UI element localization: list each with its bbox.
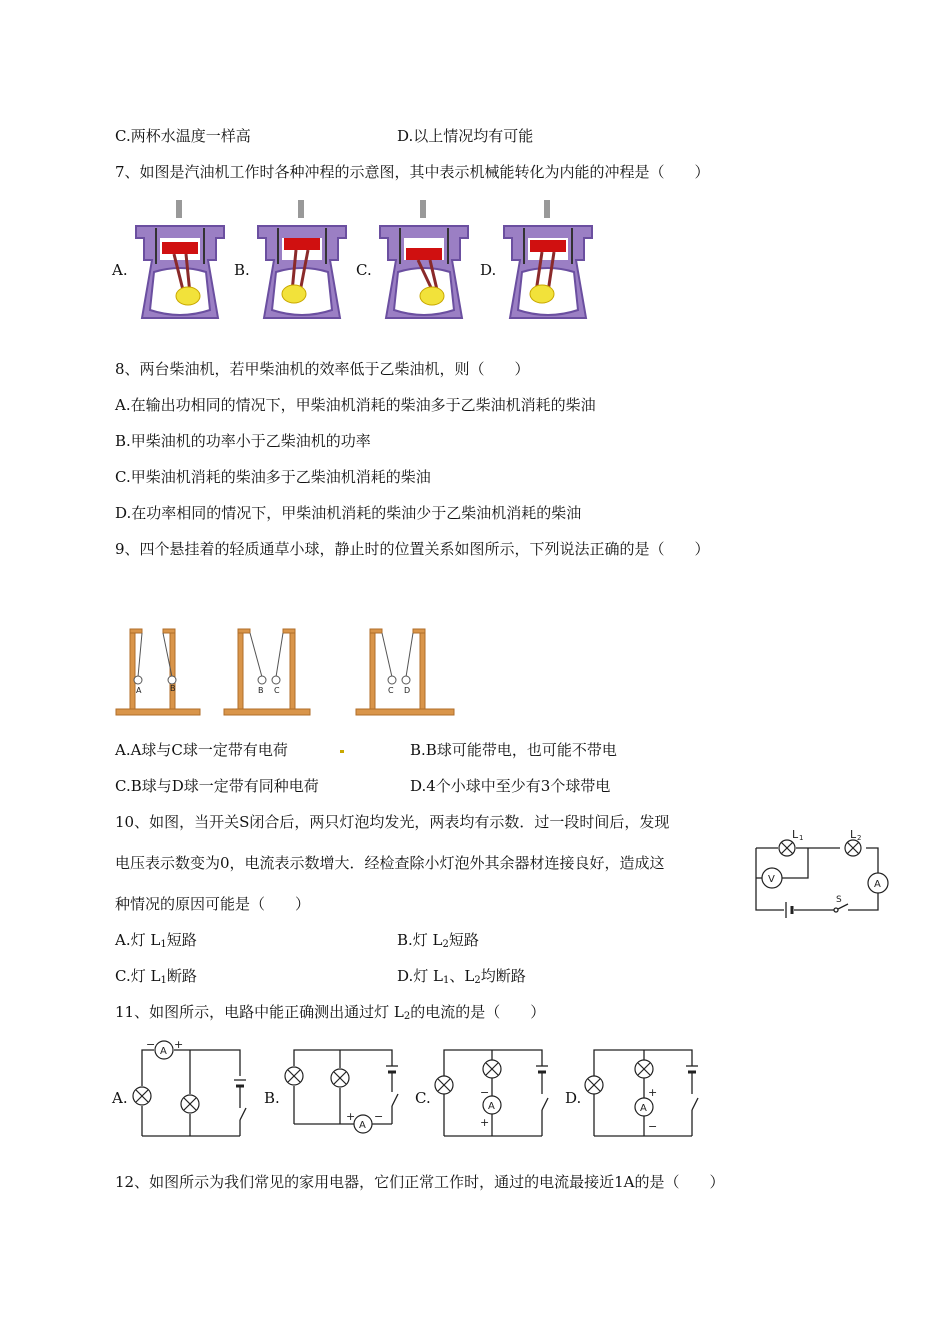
q10-stem-line2: 电压表示数变为0，电流表示数增大．经检查除小灯泡外其余器材连接良好，造成这 xyxy=(115,854,665,872)
engine-diagram-d xyxy=(498,198,598,324)
circuit-d xyxy=(584,1036,699,1140)
stray-mark xyxy=(340,750,344,753)
engine-diagram-c xyxy=(374,198,474,324)
q12-stem: 12、如图所示为我们常见的家用电器，它们正常工作时，通过的电流最接近1A的是（ ） xyxy=(115,1173,725,1191)
ammeter-a-minus: − xyxy=(146,1038,156,1051)
circuit-b xyxy=(284,1036,399,1140)
ammeter-d-label: A xyxy=(640,1103,647,1114)
ammeter-b-minus: − xyxy=(374,1110,384,1123)
q9-pith-balls-figure xyxy=(112,625,462,720)
ammeter-a-label: A xyxy=(160,1046,167,1057)
voltmeter-label: V xyxy=(768,874,775,885)
q9-option-b: B.B球可能带电，也可能不带电 xyxy=(410,741,617,759)
switch-label: S xyxy=(836,895,842,905)
q11-label-c: C. xyxy=(415,1089,431,1107)
q10-stem-line3: 种情况的原因可能是（ ） xyxy=(115,895,311,913)
q11-circuit-figures xyxy=(112,1036,712,1140)
ball-label-d: D xyxy=(404,686,411,695)
ball-label-b2: B xyxy=(258,686,264,695)
lamp-l2-label: L xyxy=(850,828,857,841)
q7-label-b: B. xyxy=(234,261,250,279)
q8-option-a: A.在输出功相同的情况下，甲柴油机消耗的柴油多于乙柴油机消耗的柴油 xyxy=(115,396,596,414)
ammeter-d-minus: − xyxy=(648,1120,658,1133)
ball-label-c2: C xyxy=(388,686,394,695)
q9-option-d: D.4个小球中至少有3个球带电 xyxy=(410,777,611,795)
circuit-c xyxy=(434,1036,549,1140)
q6-option-c: C.两杯水温度一样高 xyxy=(115,127,251,145)
q10-circuit-diagram xyxy=(748,826,898,922)
q9-option-c: C.B球与D球一定带有同种电荷 xyxy=(115,777,319,795)
q6-option-d: D.以上情况均有可能 xyxy=(397,127,534,145)
q7-engine-figures xyxy=(112,198,582,326)
q8-option-c: C.甲柴油机消耗的柴油多于乙柴油机消耗的柴油 xyxy=(115,468,431,486)
q11-label-a: A. xyxy=(112,1089,128,1107)
ammeter-a-plus: + xyxy=(174,1038,184,1051)
ammeter-c-label: A xyxy=(488,1101,495,1112)
q10-option-c: C.灯 $L_1$断路 xyxy=(115,967,197,986)
engine-diagram-b xyxy=(252,198,352,324)
ammeter-b-plus: + xyxy=(346,1110,356,1123)
q10-option-b: B.灯 $L_2$短路 xyxy=(397,931,479,950)
lamp-l1-sub: 1 xyxy=(799,834,804,842)
ammeter-d-plus: + xyxy=(648,1086,658,1099)
q11-stem: 11、如图所示，电路中能正确测出通过灯 $L_2$的电流的是（ ） xyxy=(115,1003,546,1022)
q7-label-c: C. xyxy=(356,261,372,279)
ball-label-b1: B xyxy=(170,684,176,693)
q7-stem: 7、如图是汽油机工作时各种冲程的示意图，其中表示机械能转化为内能的冲程是（ ） xyxy=(115,163,710,181)
circuit-a xyxy=(132,1036,247,1140)
ammeter-b-label: A xyxy=(359,1120,366,1131)
ball-label-a1: A xyxy=(136,686,142,695)
ammeter-label: A xyxy=(874,879,881,890)
q7-label-d: D. xyxy=(480,261,497,279)
q10-stem-line1: 10、如图，当开关S闭合后，两只灯泡均发光，两表均有示数．过一段时间后，发现 xyxy=(115,813,670,831)
q9-option-a: A.A球与C球一定带有电荷 xyxy=(115,741,288,759)
lamp-l2-sub: 2 xyxy=(857,834,862,842)
ammeter-c-plus: + xyxy=(480,1116,490,1129)
ammeter-c-minus: − xyxy=(480,1086,490,1099)
lamp-l1-label: L xyxy=(792,828,799,841)
q7-label-a: A. xyxy=(112,261,128,279)
q11-label-d: D. xyxy=(565,1089,582,1107)
q10-option-a: A.灯 $L_1$短路 xyxy=(115,931,197,950)
ball-label-c1: C xyxy=(274,686,280,695)
q10-option-d: D.灯 $L_1$、$L_2$均断路 xyxy=(397,967,526,986)
engine-diagram-a xyxy=(130,198,230,324)
q8-option-d: D.在功率相同的情况下，甲柴油机消耗的柴油少于乙柴油机消耗的柴油 xyxy=(115,504,582,522)
q8-option-b: B.甲柴油机的功率小于乙柴油机的功率 xyxy=(115,432,371,450)
q9-stem: 9、四个悬挂着的轻质通草小球，静止时的位置关系如图所示，下列说法正确的是（ ） xyxy=(115,540,710,558)
q8-stem: 8、两台柴油机，若甲柴油机的效率低于乙柴油机，则（ ） xyxy=(115,360,530,378)
q11-label-b: B. xyxy=(264,1089,280,1107)
